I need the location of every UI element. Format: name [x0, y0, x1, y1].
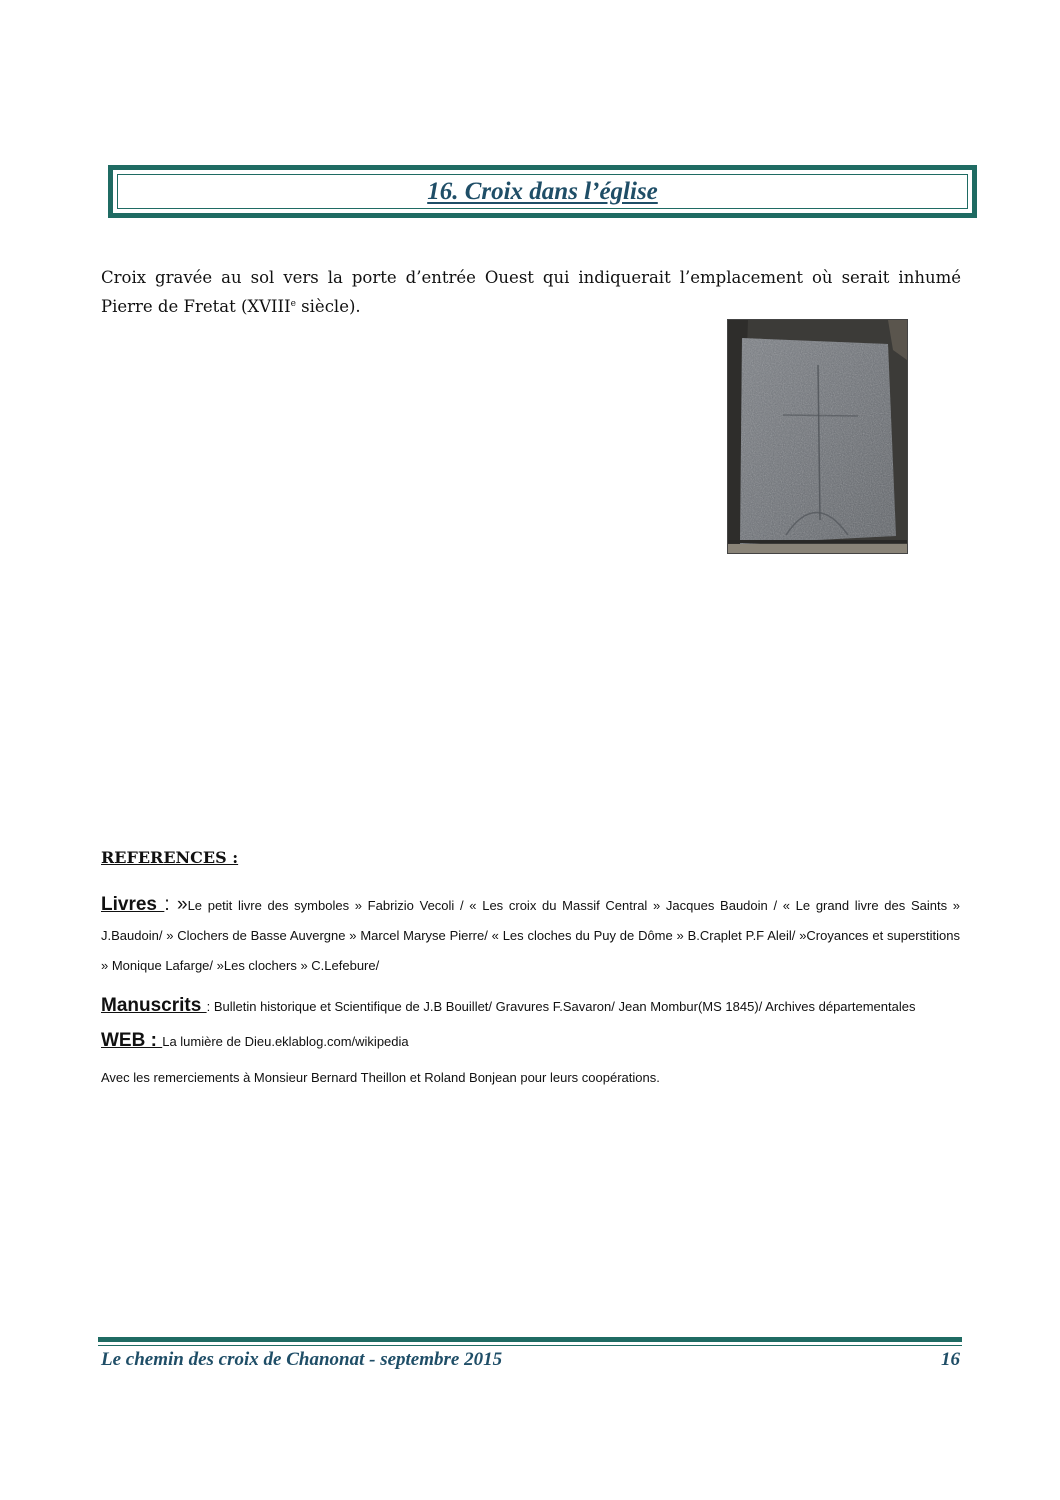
footer-rule-thin	[98, 1345, 962, 1346]
manuscrits-text: : Bulletin historique et Scientifique de J.B Bouillet/ Gravures F.Savaron/ Jean Mombur(MS 1845)/ Archives départementales	[206, 999, 916, 1014]
livres-label: Livres	[101, 894, 165, 915]
references-heading: REFERENCES :	[101, 848, 239, 867]
intro-text: Croix gravée au sol vers la porte d’entrée Ouest qui indiquerait l’emplacement où serait inhumé Pierre de Fretat (XVIII	[101, 268, 961, 316]
page-number: 16	[941, 1349, 960, 1370]
livres-lead: : »	[164, 894, 188, 915]
footer-title: Le chemin des croix de Chanonat - septembre 2015	[101, 1349, 503, 1370]
engraved-cross-floor-slab-photo-icon	[728, 320, 907, 553]
section-title: 16. Croix dans l’église	[427, 177, 658, 205]
intro-paragraph	[101, 265, 961, 320]
manuscrits-label: Manuscrits	[101, 995, 207, 1016]
intro-superscript: e	[290, 299, 296, 309]
web-label: WEB :	[101, 1030, 163, 1051]
livres-text: Le petit livre des symboles » Fabrizio Vecoli / « Les croix du Massif Central » Jacques Baudoin / « Le grand livre des Saints » J.Baudoin/ » Clochers de Basse Auvergne » Marcel Maryse Pierre/ « Les cloches du Puy de Dôme » B.Craplet P.F Aleil/ »Croyances et superstitions » Monique Lafarge/ »Les clochers » C.Lefebure/	[101, 898, 961, 973]
references-web	[101, 1028, 960, 1055]
section-title-frame	[108, 165, 977, 218]
references-section	[101, 890, 960, 1087]
acknowledgements: Avec les remerciements à Monsieur Bernard Theillon et Roland Bonjean pour leurs coopérations.	[101, 1070, 660, 1085]
section-title-inner-frame	[117, 174, 968, 209]
intro-text-after: siècle).	[295, 297, 361, 316]
footer-rule-thick	[98, 1337, 962, 1342]
references-manuscrits	[101, 993, 960, 1020]
web-text: La lumière de Dieu.eklablog.com/wikipedia	[162, 1034, 409, 1049]
engraved-cross-photo	[727, 319, 908, 554]
references-livres	[101, 890, 960, 981]
